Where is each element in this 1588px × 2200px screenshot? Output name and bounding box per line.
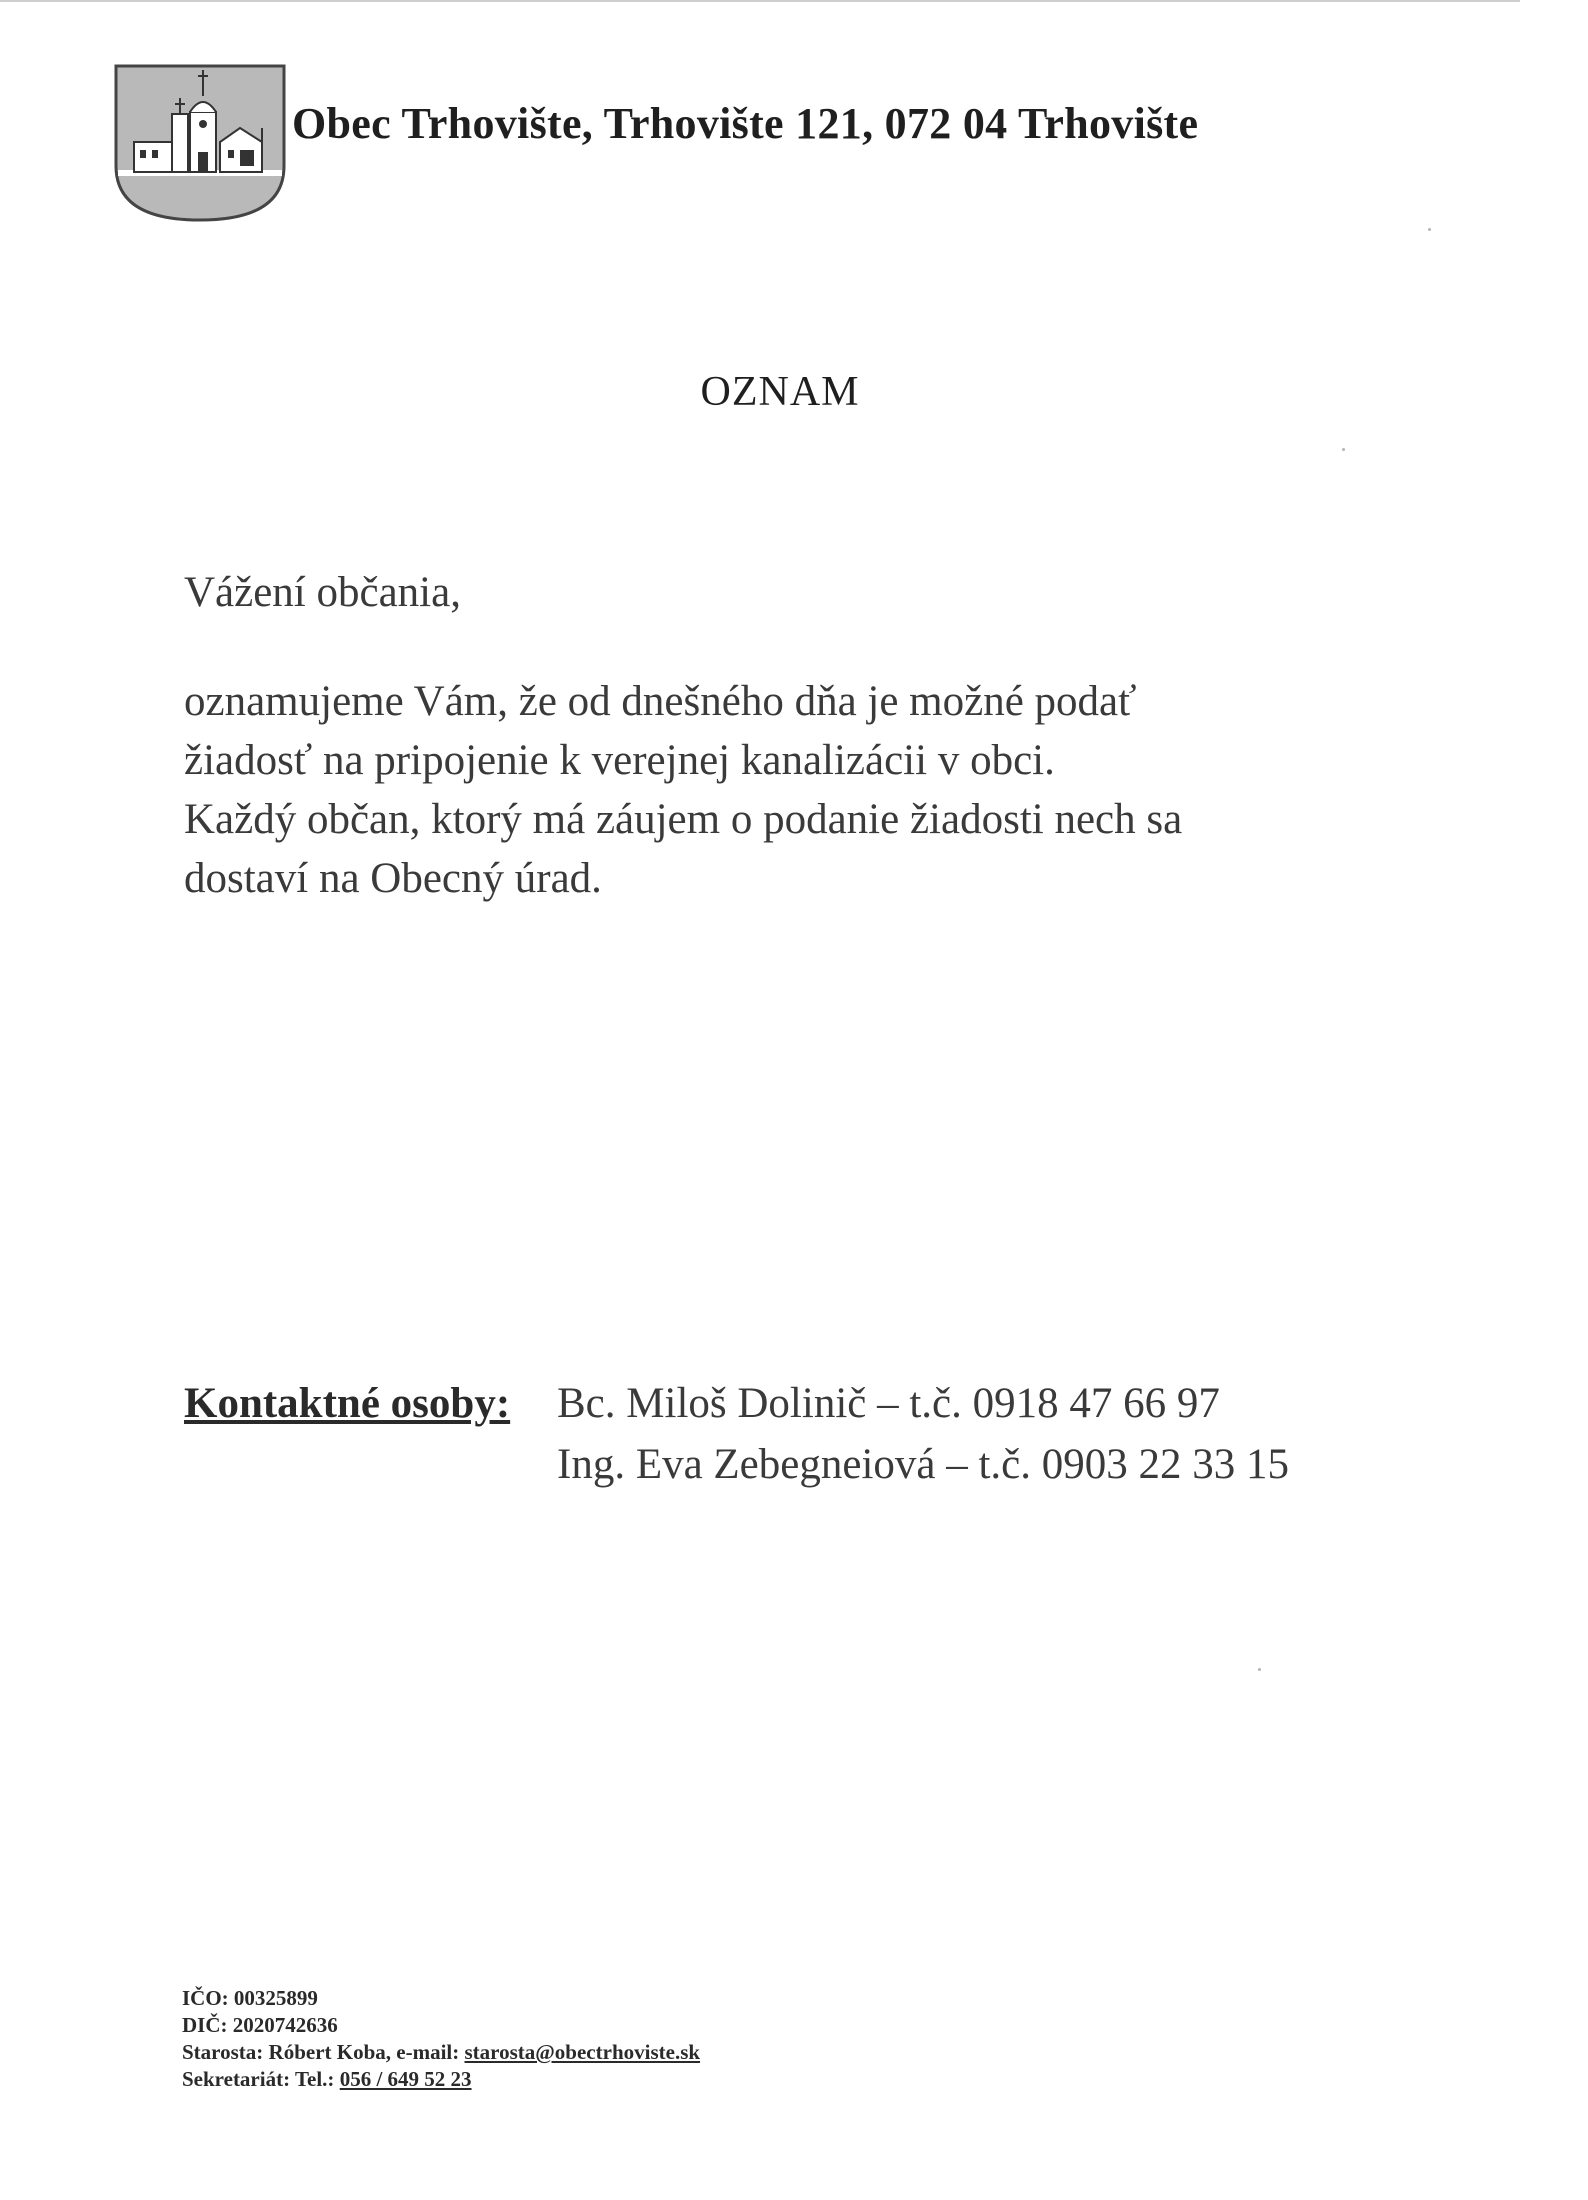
- dic-line: [182, 2012, 700, 2039]
- contact-person: Bc. Miloš Dolinič – t.č. 0918 47 66 97: [557, 1380, 1220, 1427]
- email-link[interactable]: starosta@obectrhoviste.sk: [464, 2040, 701, 2064]
- contact-section: [184, 1373, 1289, 1495]
- coat-of-arms-icon: [112, 62, 288, 224]
- contact-row: [184, 1373, 1289, 1434]
- body-line: Každý občan, ktorý má záujem o podanie žiadosti nech sa: [184, 796, 1183, 843]
- body-line: dostaví na Obecný úrad.: [184, 855, 602, 902]
- mayor-line: [182, 2039, 700, 2066]
- body-line: oznamujeme Vám, že od dnešného dňa je možné podať: [184, 678, 1137, 725]
- dic-label: DIČ:: [182, 2013, 228, 2037]
- announcement-body: [184, 672, 1384, 908]
- dic-value: 2020742636: [232, 2013, 338, 2037]
- contact-row: [184, 1434, 1289, 1495]
- secretariat-line: [182, 2066, 700, 2093]
- scan-speck: [1342, 448, 1345, 451]
- phone-link[interactable]: 056 / 649 52 23: [339, 2067, 472, 2091]
- scan-edge: [0, 0, 1520, 2]
- ico-label: IČO:: [182, 1986, 229, 2010]
- contact-person: Ing. Eva Zebegneiová – t.č. 0903 22 33 15: [557, 1441, 1290, 1488]
- footer: [182, 1985, 700, 2093]
- ico-value: 00325899: [233, 1986, 318, 2010]
- secretariat-text: Sekretariát: Tel.:: [182, 2067, 335, 2091]
- scan-speck: [1428, 228, 1431, 231]
- page-title: OZNAM: [700, 369, 860, 415]
- contacts-label: Kontaktné osoby:: [184, 1380, 511, 1427]
- mayor-text: Starosta: Róbert Koba, e-mail:: [182, 2040, 460, 2064]
- scan-speck: [1258, 1668, 1261, 1671]
- ico-line: [182, 1985, 700, 2012]
- body-line: žiadosť na pripojenie k verejnej kanalizácii v obci.: [184, 737, 1055, 784]
- municipality-header: Obec Trhovište, Trhovište 121, 072 04 Trhovište: [292, 99, 1199, 148]
- salutation: Vážení občania,: [184, 569, 461, 616]
